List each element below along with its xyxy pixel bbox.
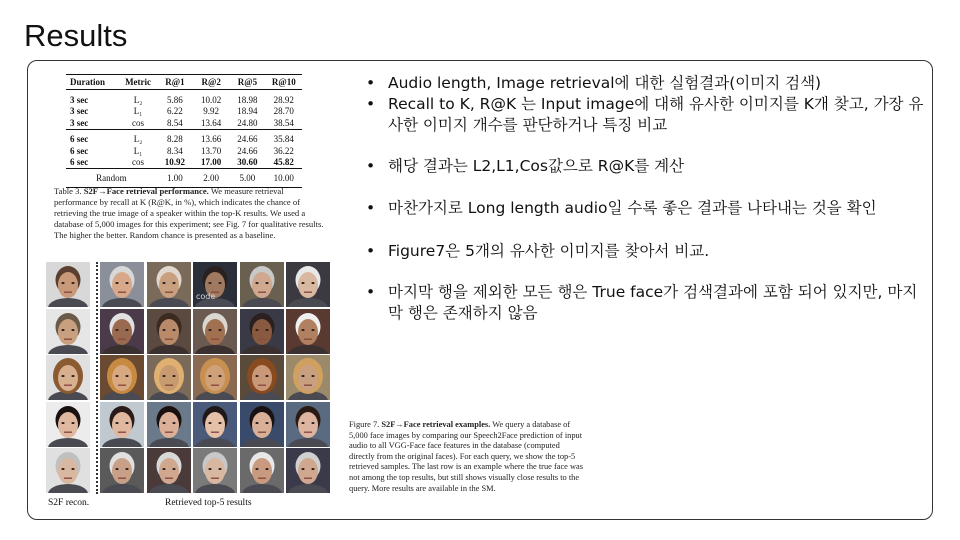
cell: 8.28 [157,129,193,145]
retrieved-face-image [147,355,191,400]
retrieved-face-image [240,262,284,307]
cell: 13.64 [201,117,222,128]
bullet-item [364,282,924,324]
reconstructed-face-image [46,262,90,307]
retrieved-face-image [147,309,191,354]
cell: 17.00 [201,157,222,168]
cell: 1.00 [157,169,193,188]
cell: 5.86 [167,94,183,105]
figure-caption-label: Figure 7. [349,420,380,429]
retrieved-face-image [100,402,144,447]
cell: 45.82 [273,157,294,168]
cell: 24.66 [237,145,258,156]
table-row [66,106,302,118]
retrieved-face-image [286,448,330,493]
cell: 10.02 [201,94,222,105]
cell: 8.54 [167,117,183,128]
retrieved-face-image [193,448,237,493]
cell: 6 sec [70,157,89,168]
bullet-item [364,198,924,219]
table-caption-label: Table 3. [54,186,82,196]
header-duration: Duration [66,75,119,90]
bullet-text: 마지막 행을 제외한 모든 행은 True face가 검색결과에 포함 되어 있지만, 마지막 행은 존재하지 않음 [388,283,918,322]
figure-right-label: Retrieved top-5 results [165,498,252,508]
table-row [66,145,302,157]
retrieved-face-image [193,402,237,447]
cell: 30.60 [237,157,258,168]
cell: Random [66,169,157,188]
cell: cos [132,117,145,128]
figure-caption-bold: S2F→Face retrieval examples. [381,420,491,429]
table-row [66,157,302,169]
cell: L₁ [133,106,143,117]
retrieved-face-image [147,262,191,307]
table-caption [54,186,328,241]
cell: 24.80 [237,117,258,128]
cell: 9.92 [203,106,220,117]
cell: 6 sec [66,129,119,145]
retrieved-face-image [240,448,284,493]
retrieved-face-image [193,309,237,354]
cell: L₂ [133,94,143,105]
retrieved-face-image [286,402,330,447]
cell: 35.84 [266,129,302,145]
figure-caption [349,420,585,494]
retrieved-face-image [100,309,144,354]
cell: 24.66 [229,129,265,145]
cell: 3 sec [70,94,89,105]
retrieved-face-image [286,355,330,400]
bullet-text: 마찬가지로 Long length audio일 수록 좋은 결과를 나타내는 것을 확인 [388,199,877,217]
table-row [66,117,302,129]
figure-caption-text: We query a database of 5,000 face images by comparing our Speech2Face prediction of input audio to all VGG-Face face features in the database (computed directly from the original faces). For each query, we show the top-5 retrieved samples. The last row is an example where the true face was not among the top results, but still shows visually close results to the query. More results are available in the SM. [349,420,584,493]
bullet-item [364,73,924,94]
retrieved-face-image [100,355,144,400]
retrieved-face-image [100,262,144,307]
slide-title: Results [24,18,128,53]
cell: 38.54 [273,117,294,128]
table-caption-bold: S2F→Face retrieval performance. [83,186,209,196]
bullet-item [364,241,924,262]
cell: 10.00 [266,169,302,188]
retrieved-face-image [240,402,284,447]
retrieved-face-image [147,402,191,447]
bullet-text: Audio length, Image retrieval에 대한 실험결과(이미지 검색) [388,74,822,92]
cell: 18.98 [237,94,258,105]
face-retrieval-figure [40,262,330,514]
retrieved-face-image [193,355,237,400]
cell: 13.66 [193,129,229,145]
cell: 8.34 [167,145,183,156]
retrieved-face-image [193,262,237,307]
cell: 3 sec [70,117,89,128]
retrieved-face-image [240,355,284,400]
cell: 36.22 [273,145,294,156]
cell: L₂ [119,129,156,145]
cell: L₁ [133,145,143,156]
retrieved-face-image [286,262,330,307]
bullet-text: 해당 결과는 L2,L1,Cos값으로 R@K를 계산 [388,157,685,175]
bullet-item [364,94,924,136]
cell: 6 sec [70,145,89,156]
cell: 3 sec [70,106,89,117]
retrieved-face-image [286,309,330,354]
reconstructed-face-image [46,355,90,400]
bullet-item [364,156,924,177]
cell: 6.22 [167,106,183,117]
bullet-text: Recall to K, R@K 는 Input image에 대해 유사한 이미지를 K개 찾고, 가장 유사한 이미지 개수를 판단하거나 특징 비교 [388,95,924,134]
cell: 28.92 [273,94,294,105]
table-caption-text: We measure retrieval performance by recall at K (R@K, in %), which indicates the chance of retrieving the true image of a speaker within the top-K results. We used a database of 5,000 images for this experiment; see Fig. 7 for qualitative results. The higher the better. Random chance is presented as a baseline. [54,186,324,240]
reconstructed-face-image [46,309,90,354]
bullet-text: Figure7은 5개의 유사한 이미지를 찾아서 비교. [388,242,710,260]
cell: 13.70 [201,145,222,156]
cell: 5.00 [229,169,265,188]
retrieval-table [66,74,302,188]
cell: 10.92 [164,157,186,168]
header-r10: R@10 [266,75,302,90]
overlay-code-text: code [196,292,216,301]
table-row-random [66,169,302,188]
retrieved-face-image [240,309,284,354]
header-r5: R@5 [229,75,265,90]
table-row [66,129,302,145]
table-header-row [66,75,302,90]
header-r2: R@2 [193,75,229,90]
retrieved-face-image [100,448,144,493]
cell: cos [132,157,145,168]
retrieved-face-image [147,448,191,493]
reconstructed-face-image [46,402,90,447]
figure-divider [96,262,98,494]
header-r1: R@1 [157,75,193,90]
header-metric: Metric [119,75,156,90]
cell: 18.94 [237,106,258,117]
cell: 28.70 [273,106,294,117]
figure-left-label: S2F recon. [48,498,90,508]
cell: 2.00 [193,169,229,188]
bullet-list [364,73,924,324]
table-row [66,90,302,106]
reconstructed-face-image [46,448,90,493]
